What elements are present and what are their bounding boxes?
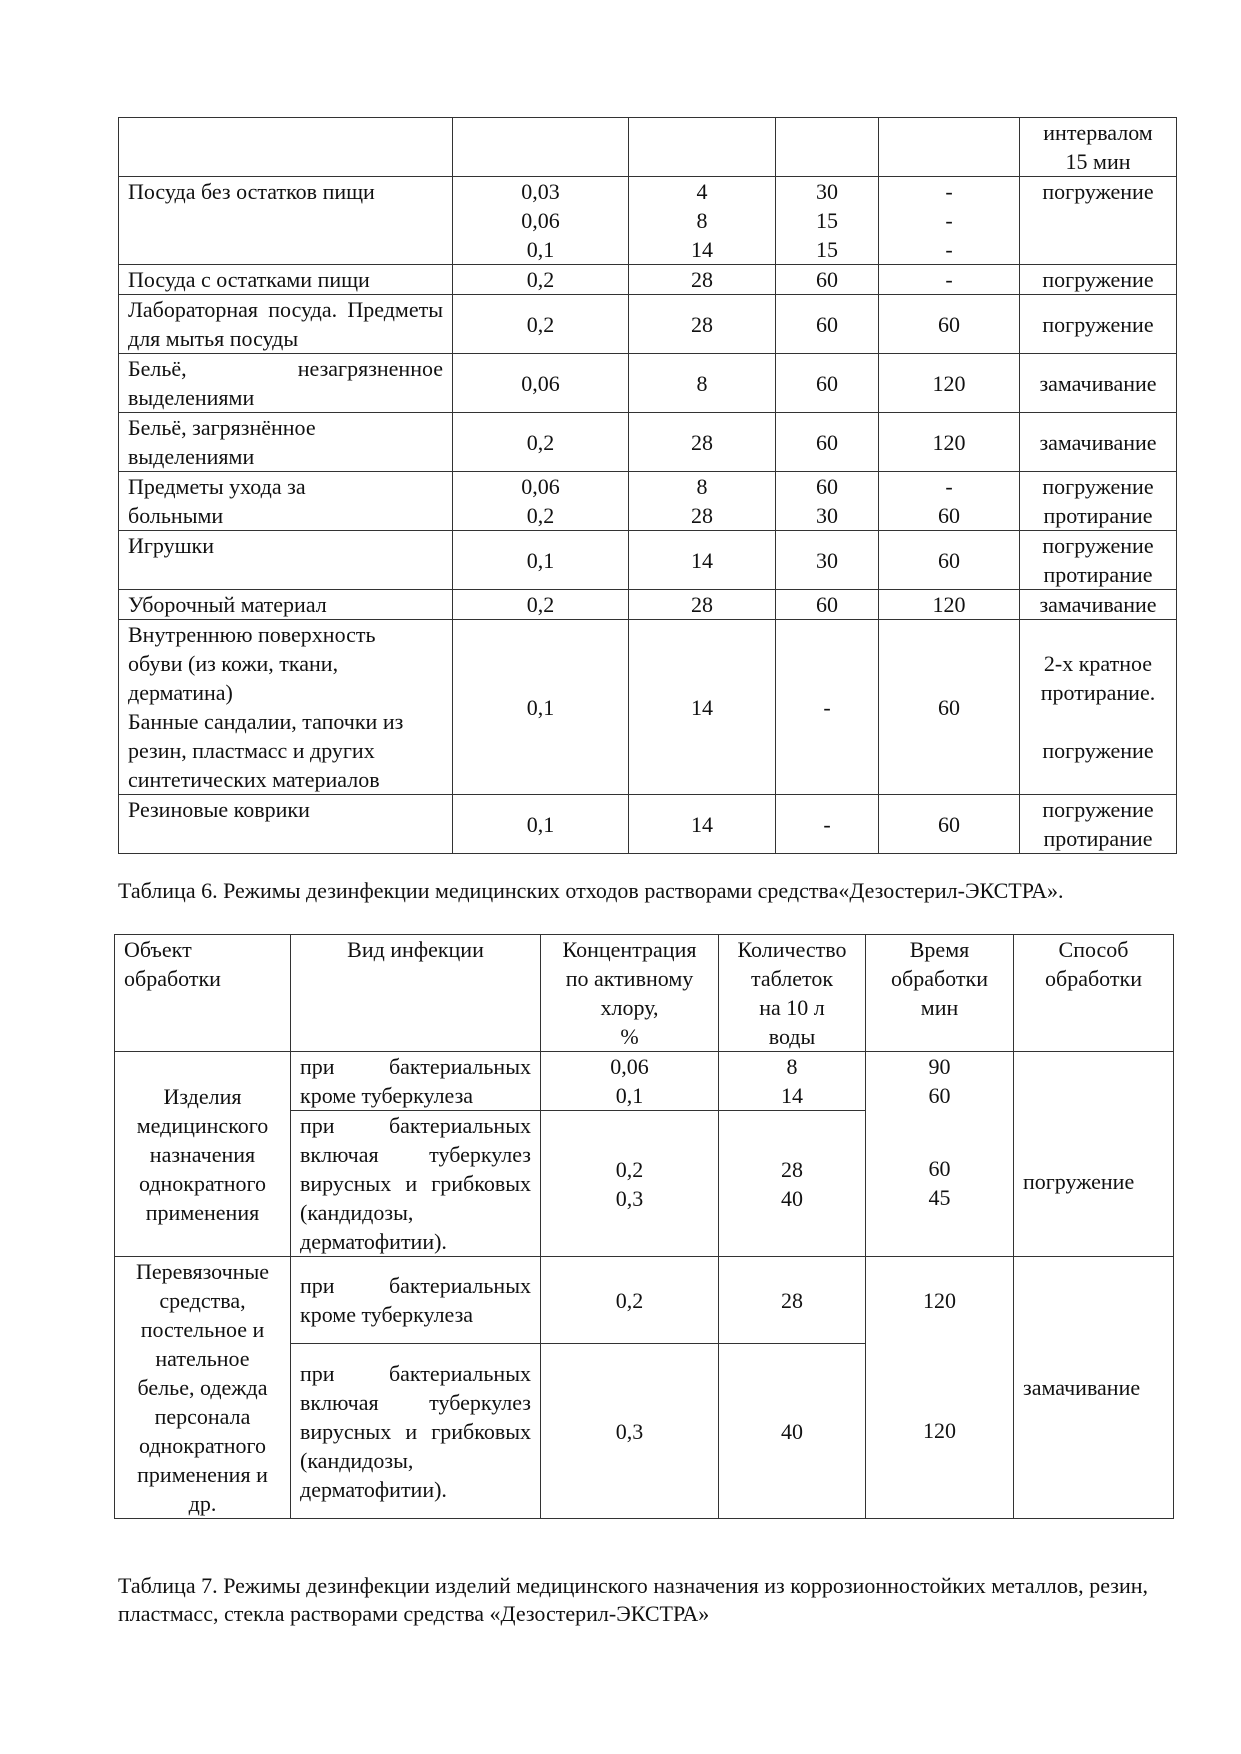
tablets-cell: 28 40 bbox=[719, 1111, 866, 1257]
table-cell bbox=[119, 118, 453, 177]
time-cell: 60 bbox=[879, 620, 1020, 795]
tablets-cell: 28 bbox=[629, 265, 776, 295]
header-method: Способ обработки bbox=[1014, 935, 1174, 1052]
time-cell: 60 30 bbox=[776, 472, 879, 531]
object-cell: Перевязочные средства, постельное и нательное белье, одежда персонала однократного применения и др. bbox=[115, 1257, 291, 1519]
concentration-cell: 0,2 bbox=[453, 413, 629, 472]
medical-waste-table bbox=[114, 934, 1174, 1519]
infection-cell: при бактериальных включая туберкулез вирусных и грибковых (кандидозы, дерматофитии). bbox=[291, 1344, 541, 1519]
header-tablets: Количество таблеток на 10 л воды bbox=[719, 935, 866, 1052]
infection-cell: при бактериальных кроме туберкулеза bbox=[291, 1257, 541, 1344]
method-cell: погружение bbox=[1020, 177, 1177, 265]
concentration-cell: 0,3 bbox=[541, 1344, 719, 1519]
time-cell: 90 60 bbox=[866, 1052, 1014, 1111]
time-cell: 60 bbox=[776, 354, 879, 413]
table-row bbox=[119, 177, 1177, 265]
tablets-cell: 28 bbox=[629, 413, 776, 472]
concentration-cell: 0,2 bbox=[453, 265, 629, 295]
concentration-cell: 0,2 bbox=[453, 590, 629, 620]
time-cell: 120 bbox=[866, 1257, 1014, 1344]
tablets-cell: 8 28 bbox=[629, 472, 776, 531]
tablets-cell: 28 bbox=[629, 590, 776, 620]
object-cell: Изделия медицинского назначения однократного применения bbox=[115, 1052, 291, 1257]
time-cell: 30 bbox=[776, 531, 879, 590]
object-cell: Игрушки bbox=[119, 531, 453, 590]
method-cell: замачивание bbox=[1020, 354, 1177, 413]
method-cell: погружение bbox=[1020, 265, 1177, 295]
table-row bbox=[119, 795, 1177, 854]
concentration-cell: 0,06 0,2 bbox=[453, 472, 629, 531]
time-cell: 60 bbox=[776, 265, 879, 295]
table-row bbox=[115, 1257, 1174, 1344]
time-cell: 60 bbox=[776, 295, 879, 354]
method-cell: замачивание bbox=[1020, 590, 1177, 620]
time-cell: - 60 bbox=[879, 472, 1020, 531]
table-row bbox=[119, 413, 1177, 472]
tablets-cell: 14 bbox=[629, 795, 776, 854]
object-cell: Лабораторная посуда. Предметы для мытья посуды bbox=[119, 295, 453, 354]
tablets-cell: 14 bbox=[629, 620, 776, 795]
concentration-cell: 0,1 bbox=[453, 531, 629, 590]
tablets-cell: 14 bbox=[629, 531, 776, 590]
method-cell: замачивание bbox=[1020, 413, 1177, 472]
time-cell: 120 bbox=[866, 1344, 1014, 1519]
table-row bbox=[115, 1052, 1174, 1111]
method-cell: 2-х кратное протирание. погружение bbox=[1020, 620, 1177, 795]
tablets-cell: 40 bbox=[719, 1344, 866, 1519]
method-cell: замачивание bbox=[1014, 1257, 1174, 1519]
object-cell: Резиновые коврики bbox=[119, 795, 453, 854]
time-cell: 60 45 bbox=[866, 1111, 1014, 1257]
tablets-cell: 4 8 14 bbox=[629, 177, 776, 265]
time-cell: 30 15 15 bbox=[776, 177, 879, 265]
table-cell bbox=[453, 118, 629, 177]
method-cell: погружение протирание bbox=[1020, 531, 1177, 590]
time-cell: 60 bbox=[776, 413, 879, 472]
object-cell: Бельё, незагрязненное выделениями bbox=[119, 354, 453, 413]
header-concentration: Концентрация по активному хлору, % bbox=[541, 935, 719, 1052]
time-cell: 60 bbox=[879, 795, 1020, 854]
time-cell: 120 bbox=[879, 590, 1020, 620]
table-row bbox=[119, 118, 1177, 177]
concentration-cell: 0,1 bbox=[453, 620, 629, 795]
disinfection-table-continued bbox=[118, 117, 1177, 854]
object-cell: Уборочный материал bbox=[119, 590, 453, 620]
table-row bbox=[119, 472, 1177, 531]
table-row bbox=[119, 354, 1177, 413]
tablets-cell: 28 bbox=[629, 295, 776, 354]
object-cell: Бельё, загрязнённое выделениями bbox=[119, 413, 453, 472]
header-infection: Вид инфекции bbox=[291, 935, 541, 1052]
tablets-cell: 8 bbox=[629, 354, 776, 413]
infection-cell: при бактериальных кроме туберкулеза bbox=[291, 1052, 541, 1111]
time-cell: 60 bbox=[879, 295, 1020, 354]
concentration-cell: 0,1 bbox=[453, 795, 629, 854]
method-cell: погружение bbox=[1020, 295, 1177, 354]
time-cell: 120 bbox=[879, 413, 1020, 472]
time-cell: 120 bbox=[879, 354, 1020, 413]
object-cell: Предметы ухода за больными bbox=[119, 472, 453, 531]
table-7-caption: Таблица 7. Режимы дезинфекции изделий медицинского назначения из коррозионностойких металлов, резин, пластмасс, стекла растворами средства «Дезостерил-ЭКСТРА» bbox=[118, 1573, 1148, 1626]
tablets-cell: 8 14 bbox=[719, 1052, 866, 1111]
table-row bbox=[119, 295, 1177, 354]
time-cell: 60 bbox=[879, 531, 1020, 590]
time-cell: - bbox=[776, 795, 879, 854]
concentration-cell: 0,2 0,3 bbox=[541, 1111, 719, 1257]
concentration-cell: 0,2 bbox=[453, 295, 629, 354]
object-cell: Внутреннюю поверхность обуви (из кожи, ткани, дерматина) Банные сандалии, тапочки из резин, пластмасс и других синтетических материалов bbox=[119, 620, 453, 795]
header-object: Объект обработки bbox=[115, 935, 291, 1052]
concentration-cell: 0,03 0,06 0,1 bbox=[453, 177, 629, 265]
table-row bbox=[119, 590, 1177, 620]
method-cell: погружение bbox=[1014, 1052, 1174, 1257]
table-cell bbox=[776, 118, 879, 177]
table-cell bbox=[629, 118, 776, 177]
table-row bbox=[119, 265, 1177, 295]
time-cell: - bbox=[776, 620, 879, 795]
concentration-cell: 0,06 0,1 bbox=[541, 1052, 719, 1111]
object-cell: Посуда без остатков пищи bbox=[119, 177, 453, 265]
tablets-cell: 28 bbox=[719, 1257, 866, 1344]
table-header-row bbox=[115, 935, 1174, 1052]
table-cell bbox=[879, 118, 1020, 177]
time-cell: 60 bbox=[776, 590, 879, 620]
time-cell: - bbox=[879, 265, 1020, 295]
object-cell: Посуда с остатками пищи bbox=[119, 265, 453, 295]
method-cell: погружение протирание bbox=[1020, 472, 1177, 531]
table-6-caption: Таблица 6. Режимы дезинфекции медицинских отходов растворами средства«Дезостерил-ЭКСТРА». bbox=[118, 878, 1064, 903]
header-time: Время обработки мин bbox=[866, 935, 1014, 1052]
table-row bbox=[119, 531, 1177, 590]
concentration-cell: 0,06 bbox=[453, 354, 629, 413]
concentration-cell: 0,2 bbox=[541, 1257, 719, 1344]
method-cell: погружение протирание bbox=[1020, 795, 1177, 854]
time-cell: - - - bbox=[879, 177, 1020, 265]
table-cell: интервалом 15 мин bbox=[1020, 118, 1177, 177]
infection-cell: при бактериальных включая туберкулез вирусных и грибковых (кандидозы, дерматофитии). bbox=[291, 1111, 541, 1257]
table-row bbox=[119, 620, 1177, 795]
